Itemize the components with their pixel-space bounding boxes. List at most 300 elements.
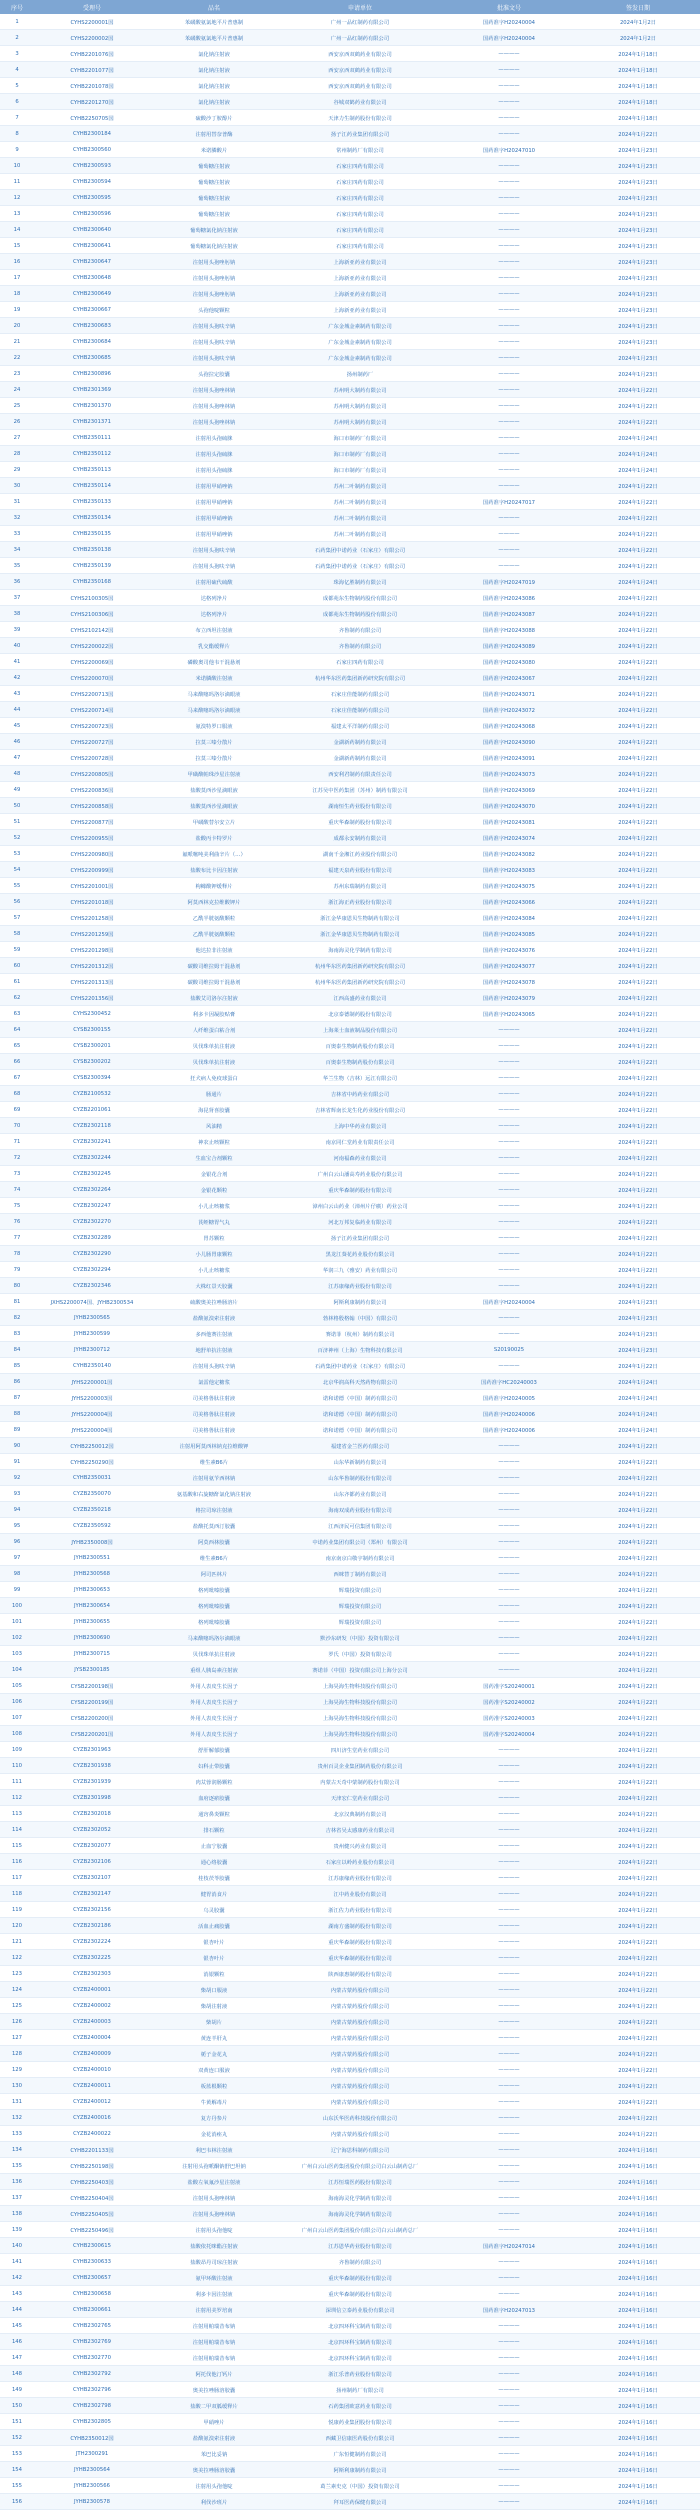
cell-applicant: 浙江金华康恩贝生物制药有限公司 (278, 910, 442, 926)
cell-seq: 7 (0, 110, 34, 126)
cell-product-name: 葡萄糖注射液 (150, 206, 278, 222)
table-row (0, 1390, 700, 1406)
cell-issue-date: 2024年1月22日 (576, 1438, 700, 1454)
cell-acceptance-no: CYZB2302186 (34, 1918, 150, 1934)
table-row (0, 1262, 700, 1278)
cell-product-name: 注射用甲硝唑钠 (150, 478, 278, 494)
cell-acceptance-no: JYSB2300185 (34, 1662, 150, 1678)
cell-applicant: 辉瑞投资有限公司 (278, 1598, 442, 1614)
cell-acceptance-no: JTH2300291 (34, 2446, 150, 2462)
cell-applicant: 南京同仁堂药业有限责任公司 (278, 1134, 442, 1150)
table-row (0, 2270, 700, 2286)
cell-issue-date: 2024年1月22日 (576, 1934, 700, 1950)
cell-applicant: 石家庄以岭药业股份有限公司 (278, 1854, 442, 1870)
cell-acceptance-no: CYZB2201061 (34, 1102, 150, 1118)
cell-product-name: 注射用头孢呋辛钠 (150, 558, 278, 574)
cell-seq: 141 (0, 2254, 34, 2270)
cell-approval-no: 国药准字H20243091 (442, 750, 576, 766)
cell-product-name: 奥美拉唑肠溶胶囊 (150, 2462, 278, 2478)
header-seq: 序号 (0, 0, 34, 14)
cell-issue-date: 2024年1月23日 (576, 1310, 700, 1326)
cell-seq: 104 (0, 1662, 34, 1678)
cell-approval-no: 国药准字H20243069 (442, 782, 576, 798)
cell-seq: 111 (0, 1774, 34, 1790)
cell-issue-date: 2024年1月23日 (576, 286, 700, 302)
cell-acceptance-no: CYHB2302798 (34, 2398, 150, 2414)
cell-product-name: 注射用硫代硫酸 (150, 574, 278, 590)
cell-seq: 130 (0, 2078, 34, 2094)
cell-issue-date: 2024年1月22日 (576, 1726, 700, 1742)
cell-seq: 37 (0, 590, 34, 606)
cell-acceptance-no: CYHB2301370 (34, 398, 150, 414)
cell-seq: 20 (0, 318, 34, 334)
cell-product-name: 注射用头孢呋辛钠 (150, 318, 278, 334)
cell-seq: 79 (0, 1262, 34, 1278)
table-row (0, 430, 700, 446)
cell-product-name: 氨甲环酸注射液 (150, 2270, 278, 2286)
cell-approval-no: 国药准字H20243074 (442, 830, 576, 846)
cell-acceptance-no: CYZB2301963 (34, 1742, 150, 1758)
cell-acceptance-no: CYHB2350031 (34, 1470, 150, 1486)
table-row (0, 958, 700, 974)
cell-acceptance-no: CYHB2350135 (34, 526, 150, 542)
cell-product-name: 马来酸噻吗洛尔滴眼液 (150, 686, 278, 702)
cell-approval-no: ———— (442, 2446, 576, 2462)
cell-applicant: 上海昊海生物科技股份有限公司 (278, 1694, 442, 1710)
cell-acceptance-no: CYZB2350218 (34, 1502, 150, 1518)
cell-approval-no: ———— (442, 1630, 576, 1646)
cell-product-name: 妇科止带胶囊 (150, 1758, 278, 1774)
cell-product-name: 氯化钠注射液 (150, 78, 278, 94)
cell-approval-no: ———— (442, 2382, 576, 2398)
cell-product-name: 注射用头孢硫脒 (150, 462, 278, 478)
cell-issue-date: 2024年1月23日 (576, 190, 700, 206)
cell-issue-date: 2024年1月22日 (576, 1566, 700, 1582)
cell-applicant: 石药集团中诺药业（石家庄）有限公司 (278, 542, 442, 558)
cell-applicant: 湖南恒生药业股份有限公司 (278, 798, 442, 814)
cell-acceptance-no: CYZB2302224 (34, 1934, 150, 1950)
cell-seq: 134 (0, 2142, 34, 2158)
cell-acceptance-no: CYZB2302118 (34, 1118, 150, 1134)
cell-issue-date: 2024年1月22日 (576, 526, 700, 542)
cell-issue-date: 2024年1月22日 (576, 2030, 700, 2046)
cell-acceptance-no: CYHB2300640 (34, 222, 150, 238)
cell-seq: 12 (0, 190, 34, 206)
cell-seq: 14 (0, 222, 34, 238)
table-row (0, 2046, 700, 2062)
cell-seq: 54 (0, 862, 34, 878)
cell-issue-date: 2024年1月22日 (576, 1166, 700, 1182)
cell-applicant: 贵州百灵企业集团制药股份有限公司 (278, 1758, 442, 1774)
cell-product-name: 外用人表皮生长因子 (150, 1710, 278, 1726)
cell-acceptance-no: JYHB2300712 (34, 1342, 150, 1358)
cell-product-name: 葡萄糖氯化钠注射液 (150, 238, 278, 254)
table-row (0, 1310, 700, 1326)
cell-approval-no: 国药准字H20240004 (442, 30, 576, 46)
cell-seq: 106 (0, 1694, 34, 1710)
cell-acceptance-no: CYHB2300615 (34, 2238, 150, 2254)
table-row (0, 2462, 700, 2478)
cell-applicant: 杭州华东医药集团新药研究院有限公司 (278, 670, 442, 686)
cell-applicant: 诺和诺德（中国）制药有限公司 (278, 1406, 442, 1422)
cell-acceptance-no: CYHB2350168 (34, 574, 150, 590)
cell-approval-no: ———— (442, 1742, 576, 1758)
cell-issue-date: 2024年1月22日 (576, 1838, 700, 1854)
cell-acceptance-no: CYZB2301938 (34, 1758, 150, 1774)
cell-product-name: 阿莫西林克拉维酸钾片 (150, 894, 278, 910)
cell-acceptance-no: CYSB2200201国 (34, 1726, 150, 1742)
table-row (0, 1742, 700, 1758)
cell-product-name: 葡萄糖注射液 (150, 174, 278, 190)
cell-issue-date: 2024年1月23日 (576, 334, 700, 350)
cell-acceptance-no: CYZB2302147 (34, 1886, 150, 1902)
table-row (0, 1470, 700, 1486)
cell-product-name: 小儿肠胃康颗粒 (150, 1246, 278, 1262)
cell-applicant: 广州白云山医药集团股份有限公司白云山制药总厂 (278, 2222, 442, 2238)
table-body (0, 14, 700, 2510)
cell-product-name: 氨基酸和右旋糖酐氯化钠注射液 (150, 1486, 278, 1502)
cell-acceptance-no: CYZB2302244 (34, 1150, 150, 1166)
cell-issue-date: 2024年1月16日 (576, 2478, 700, 2494)
cell-applicant: 天津宏仁堂药业有限公司 (278, 1790, 442, 1806)
cell-applicant: 苏州二叶制药有限公司 (278, 494, 442, 510)
cell-applicant: 四川济生堂药业有限公司 (278, 1742, 442, 1758)
cell-approval-no: ———— (442, 1918, 576, 1934)
table-row (0, 110, 700, 126)
cell-acceptance-no: CYHS2200980国 (34, 846, 150, 862)
cell-seq: 68 (0, 1086, 34, 1102)
cell-applicant: 海口市制药厂有限公司 (278, 430, 442, 446)
cell-acceptance-no: CYZB2400009 (34, 2046, 150, 2062)
cell-issue-date: 2024年1月22日 (576, 718, 700, 734)
cell-applicant: 上海新亚药业有限公司 (278, 270, 442, 286)
cell-acceptance-no: CYHB2302805 (34, 2414, 150, 2430)
cell-seq: 52 (0, 830, 34, 846)
table-row (0, 1918, 700, 1934)
cell-seq: 24 (0, 382, 34, 398)
table-row (0, 30, 700, 46)
cell-applicant: 上海莱士血液制品股份有限公司 (278, 1022, 442, 1038)
cell-seq: 28 (0, 446, 34, 462)
cell-seq: 109 (0, 1742, 34, 1758)
cell-approval-no: ———— (442, 1198, 576, 1214)
cell-issue-date: 2024年1月22日 (576, 1918, 700, 1934)
cell-applicant: 北京四环科宝制药有限公司 (278, 2318, 442, 2334)
table-row (0, 1102, 700, 1118)
cell-product-name: 柴胡注射液 (150, 1998, 278, 2014)
cell-applicant: 海南海灵化学制药有限公司 (278, 2206, 442, 2222)
cell-approval-no: ———— (442, 238, 576, 254)
cell-issue-date: 2024年1月23日 (576, 366, 700, 382)
table-row (0, 638, 700, 654)
cell-applicant: 浙江金华康恩贝生物制药有限公司 (278, 926, 442, 942)
cell-acceptance-no: CYHB2350140 (34, 1358, 150, 1374)
cell-applicant: 福建省金兰医药有限公司 (278, 1438, 442, 1454)
cell-applicant: 广东金城金素制药有限公司 (278, 334, 442, 350)
table-row (0, 718, 700, 734)
cell-approval-no: ———— (442, 126, 576, 142)
cell-issue-date: 2024年1月16日 (576, 2286, 700, 2302)
cell-approval-no: ———— (442, 1998, 576, 2014)
cell-issue-date: 2024年1月22日 (576, 2062, 700, 2078)
cell-applicant: 石家庄四药有限公司 (278, 206, 442, 222)
cell-applicant: 石家庄四药有限公司 (278, 190, 442, 206)
cell-issue-date: 2024年1月22日 (576, 990, 700, 1006)
cell-approval-no: ———— (442, 1582, 576, 1598)
cell-approval-no: ———— (442, 2110, 576, 2126)
cell-approval-no: ———— (442, 1454, 576, 1470)
cell-issue-date: 2024年1月22日 (576, 2078, 700, 2094)
cell-approval-no: ———— (442, 1358, 576, 1374)
cell-product-name: 贝伐珠单抗注射液 (150, 1646, 278, 1662)
cell-seq: 55 (0, 878, 34, 894)
cell-issue-date: 2024年1月22日 (576, 1710, 700, 1726)
cell-acceptance-no: JYHS2200004国 (34, 1422, 150, 1438)
cell-issue-date: 2024年1月22日 (576, 1998, 700, 2014)
table-row (0, 2302, 700, 2318)
cell-approval-no: ———— (442, 1934, 576, 1950)
table-row (0, 814, 700, 830)
cell-seq: 19 (0, 302, 34, 318)
table-row (0, 1182, 700, 1198)
table-row (0, 942, 700, 958)
cell-applicant: 吉林省中药药业有限公司 (278, 1086, 442, 1102)
cell-approval-no: ———— (442, 366, 576, 382)
cell-approval-no: ———— (442, 2398, 576, 2414)
cell-seq: 120 (0, 1918, 34, 1934)
cell-seq: 147 (0, 2350, 34, 2366)
table-row (0, 1422, 700, 1438)
cell-issue-date: 2024年1月22日 (576, 1246, 700, 1262)
cell-issue-date: 2024年1月23日 (576, 238, 700, 254)
table-row (0, 350, 700, 366)
cell-applicant: 诺和诺德（中国）制药有限公司 (278, 1390, 442, 1406)
cell-product-name: 盐酸丙卡特罗片 (150, 830, 278, 846)
cell-seq: 80 (0, 1278, 34, 1294)
cell-acceptance-no: CYHB2300641 (34, 238, 150, 254)
cell-product-name: 注射用甲硝唑钠 (150, 510, 278, 526)
cell-applicant: 福建太平洋制药有限公司 (278, 718, 442, 734)
cell-seq: 85 (0, 1358, 34, 1374)
cell-product-name: 外用人表皮生长因子 (150, 1726, 278, 1742)
cell-product-name: 注射用头孢唑肟钠 (150, 286, 278, 302)
cell-approval-no: ———— (442, 510, 576, 526)
cell-approval-no: ———— (442, 158, 576, 174)
cell-seq: 40 (0, 638, 34, 654)
cell-acceptance-no: CYHS2200877国 (34, 814, 150, 830)
table-row (0, 2446, 700, 2462)
cell-applicant: 重庆华森制药股份有限公司 (278, 2270, 442, 2286)
cell-product-name: 氨溴特罗口服液 (150, 718, 278, 734)
cell-seq: 110 (0, 1758, 34, 1774)
table-row (0, 1342, 700, 1358)
cell-acceptance-no: CYSB2300201 (34, 1038, 150, 1054)
cell-seq: 39 (0, 622, 34, 638)
cell-acceptance-no: CYHB2300593 (34, 158, 150, 174)
table-row (0, 1998, 700, 2014)
table-row (0, 510, 700, 526)
cell-acceptance-no: CYHS2200999国 (34, 862, 150, 878)
cell-acceptance-no: CYHB2201078国 (34, 78, 150, 94)
cell-applicant: 广州白云山潘高寿药业股份有限公司 (278, 1166, 442, 1182)
cell-approval-no: ———— (442, 1262, 576, 1278)
cell-acceptance-no: JYHS2200004国 (34, 1406, 150, 1422)
cell-approval-no: 国药准字H20243090 (442, 734, 576, 750)
cell-seq: 76 (0, 1214, 34, 1230)
cell-approval-no: 国药准字H20243084 (442, 910, 576, 926)
header-product-name: 品名 (150, 0, 278, 14)
cell-applicant: 重庆华森制药股份有限公司 (278, 1934, 442, 1950)
table-row (0, 1934, 700, 1950)
cell-applicant: 江西济民可信集团有限公司 (278, 1518, 442, 1534)
cell-product-name: 苯巴比妥钠 (150, 2446, 278, 2462)
cell-acceptance-no: CYZB2400004 (34, 2030, 150, 2046)
cell-acceptance-no: CYHB2350112 (34, 446, 150, 462)
cell-applicant: 上海昊海生物科技股份有限公司 (278, 1710, 442, 1726)
cell-approval-no: ———— (442, 1134, 576, 1150)
cell-acceptance-no: CYHS2201018国 (34, 894, 150, 910)
cell-product-name: 注射用头孢唑林钠 (150, 382, 278, 398)
cell-acceptance-no: JYHB2300715 (34, 1646, 150, 1662)
cell-acceptance-no: CYHB2250496国 (34, 2222, 150, 2238)
cell-product-name: 拉莫三嗪分散片 (150, 750, 278, 766)
cell-product-name: 桂枝茯苓胶囊 (150, 1870, 278, 1886)
table-row (0, 1022, 700, 1038)
cell-seq: 125 (0, 1998, 34, 2014)
cell-product-name: 碳酸司维拉姆干混悬剂 (150, 974, 278, 990)
cell-product-name: 肠通片 (150, 1086, 278, 1102)
table-row (0, 830, 700, 846)
cell-applicant: 默沙东研发（中国）投资有限公司 (278, 1630, 442, 1646)
cell-approval-no: 国药准字H20243065 (442, 1006, 576, 1022)
cell-acceptance-no: CYHB2300595 (34, 190, 150, 206)
cell-seq: 114 (0, 1822, 34, 1838)
cell-approval-no: ———— (442, 1278, 576, 1294)
cell-approval-no: 国药准字H20243077 (442, 958, 576, 974)
cell-product-name: 格列吡嗪胶囊 (150, 1598, 278, 1614)
table-header (0, 0, 700, 14)
cell-approval-no: ———— (442, 2030, 576, 2046)
table-row (0, 1534, 700, 1550)
cell-approval-no: ———— (442, 2430, 576, 2446)
cell-approval-no: ———— (442, 1966, 576, 1982)
cell-issue-date: 2024年1月22日 (576, 1534, 700, 1550)
cell-approval-no: ———— (442, 1566, 576, 1582)
cell-approval-no: ———— (442, 1502, 576, 1518)
cell-acceptance-no: CYZB2302241 (34, 1134, 150, 1150)
cell-product-name: 栀子金花丸 (150, 2046, 278, 2062)
cell-seq: 78 (0, 1246, 34, 1262)
cell-issue-date: 2024年1月16日 (576, 2318, 700, 2334)
cell-issue-date: 2024年1月22日 (576, 766, 700, 782)
table-row (0, 1166, 700, 1182)
cell-acceptance-no: CYHB2350113 (34, 462, 150, 478)
cell-issue-date: 2024年1月16日 (576, 2382, 700, 2398)
cell-applicant: 阿斯利康制药有限公司 (278, 1294, 442, 1310)
table-row (0, 222, 700, 238)
cell-seq: 131 (0, 2094, 34, 2110)
cell-applicant: 江苏康缘药业股份有限公司 (278, 1870, 442, 1886)
cell-issue-date: 2024年1月22日 (576, 942, 700, 958)
cell-applicant: 金湖新药制药有限公司 (278, 734, 442, 750)
cell-approval-no: ———— (442, 2062, 576, 2078)
table-row (0, 414, 700, 430)
cell-acceptance-no: CYHS2201312国 (34, 958, 150, 974)
cell-acceptance-no: CYHB2300594 (34, 174, 150, 190)
cell-applicant: 葛兰素史克（中国）投资有限公司 (278, 2478, 442, 2494)
cell-approval-no: ———— (442, 462, 576, 478)
cell-applicant: 内蒙古蒙药股份有限公司 (278, 2046, 442, 2062)
cell-approval-no: ———— (442, 286, 576, 302)
cell-issue-date: 2024年1月22日 (576, 1454, 700, 1470)
cell-acceptance-no: CYHB2300683 (34, 318, 150, 334)
table-row (0, 190, 700, 206)
cell-product-name: 注射用甲硝唑钠 (150, 526, 278, 542)
cell-issue-date: 2024年1月22日 (576, 1870, 700, 1886)
cell-product-name: 格列吡嗪胶囊 (150, 1582, 278, 1598)
cell-issue-date: 2024年1月22日 (576, 1150, 700, 1166)
cell-product-name: 盐酸二甲双胍缓释片 (150, 2398, 278, 2414)
cell-acceptance-no: CYHB2201077国 (34, 62, 150, 78)
cell-product-name: 阿莫西林胶囊 (150, 1534, 278, 1550)
cell-acceptance-no: CYHS2201258国 (34, 910, 150, 926)
table-row (0, 1118, 700, 1134)
table-row (0, 1838, 700, 1854)
cell-seq: 90 (0, 1438, 34, 1454)
cell-product-name: 注射用替奈普酶 (150, 126, 278, 142)
cell-approval-no: ———— (442, 1022, 576, 1038)
cell-issue-date: 2024年1月16日 (576, 2494, 700, 2510)
cell-approval-no: ———— (442, 1486, 576, 1502)
cell-seq: 155 (0, 2478, 34, 2494)
cell-seq: 67 (0, 1070, 34, 1086)
cell-seq: 45 (0, 718, 34, 734)
cell-applicant: 天津力生制药股份有限公司 (278, 110, 442, 126)
cell-acceptance-no: CYHB2302770 (34, 2350, 150, 2366)
table-row (0, 862, 700, 878)
cell-issue-date: 2024年1月22日 (576, 382, 700, 398)
cell-seq: 74 (0, 1182, 34, 1198)
cell-approval-no: ———— (442, 110, 576, 126)
cell-applicant: 齐鲁制药有限公司 (278, 622, 442, 638)
table-row (0, 974, 700, 990)
header-approval-no: 批准文号 (442, 0, 576, 14)
cell-issue-date: 2024年1月16日 (576, 2174, 700, 2190)
cell-approval-no: 国药准字H20240006 (442, 1406, 576, 1422)
cell-seq: 142 (0, 2270, 34, 2286)
cell-acceptance-no: CYZB2400003 (34, 2014, 150, 2030)
cell-product-name: 活血止痛胶囊 (150, 1918, 278, 1934)
cell-approval-no: 国药准字H20247014 (442, 2238, 576, 2254)
table-row (0, 238, 700, 254)
cell-approval-no: ———— (442, 2206, 576, 2222)
cell-applicant: 海口市制药厂有限公司 (278, 462, 442, 478)
cell-product-name: 盐酸托莫西汀胶囊 (150, 1518, 278, 1534)
table-row (0, 2382, 700, 2398)
cell-approval-no: ———— (442, 1038, 576, 1054)
cell-acceptance-no: JYHB2300551 (34, 1550, 150, 1566)
cell-seq: 59 (0, 942, 34, 958)
cell-product-name: 达格列净片 (150, 590, 278, 606)
table-row (0, 910, 700, 926)
cell-seq: 66 (0, 1054, 34, 1070)
cell-approval-no: 国药准字S20240003 (442, 1710, 576, 1726)
cell-seq: 49 (0, 782, 34, 798)
cell-applicant: 华润三九（雅安）药业有限公司 (278, 1262, 442, 1278)
cell-applicant: 内蒙古蒙药股份有限公司 (278, 2062, 442, 2078)
cell-issue-date: 2024年1月23日 (576, 1294, 700, 1310)
cell-applicant: 江苏康缘药业股份有限公司 (278, 1278, 442, 1294)
